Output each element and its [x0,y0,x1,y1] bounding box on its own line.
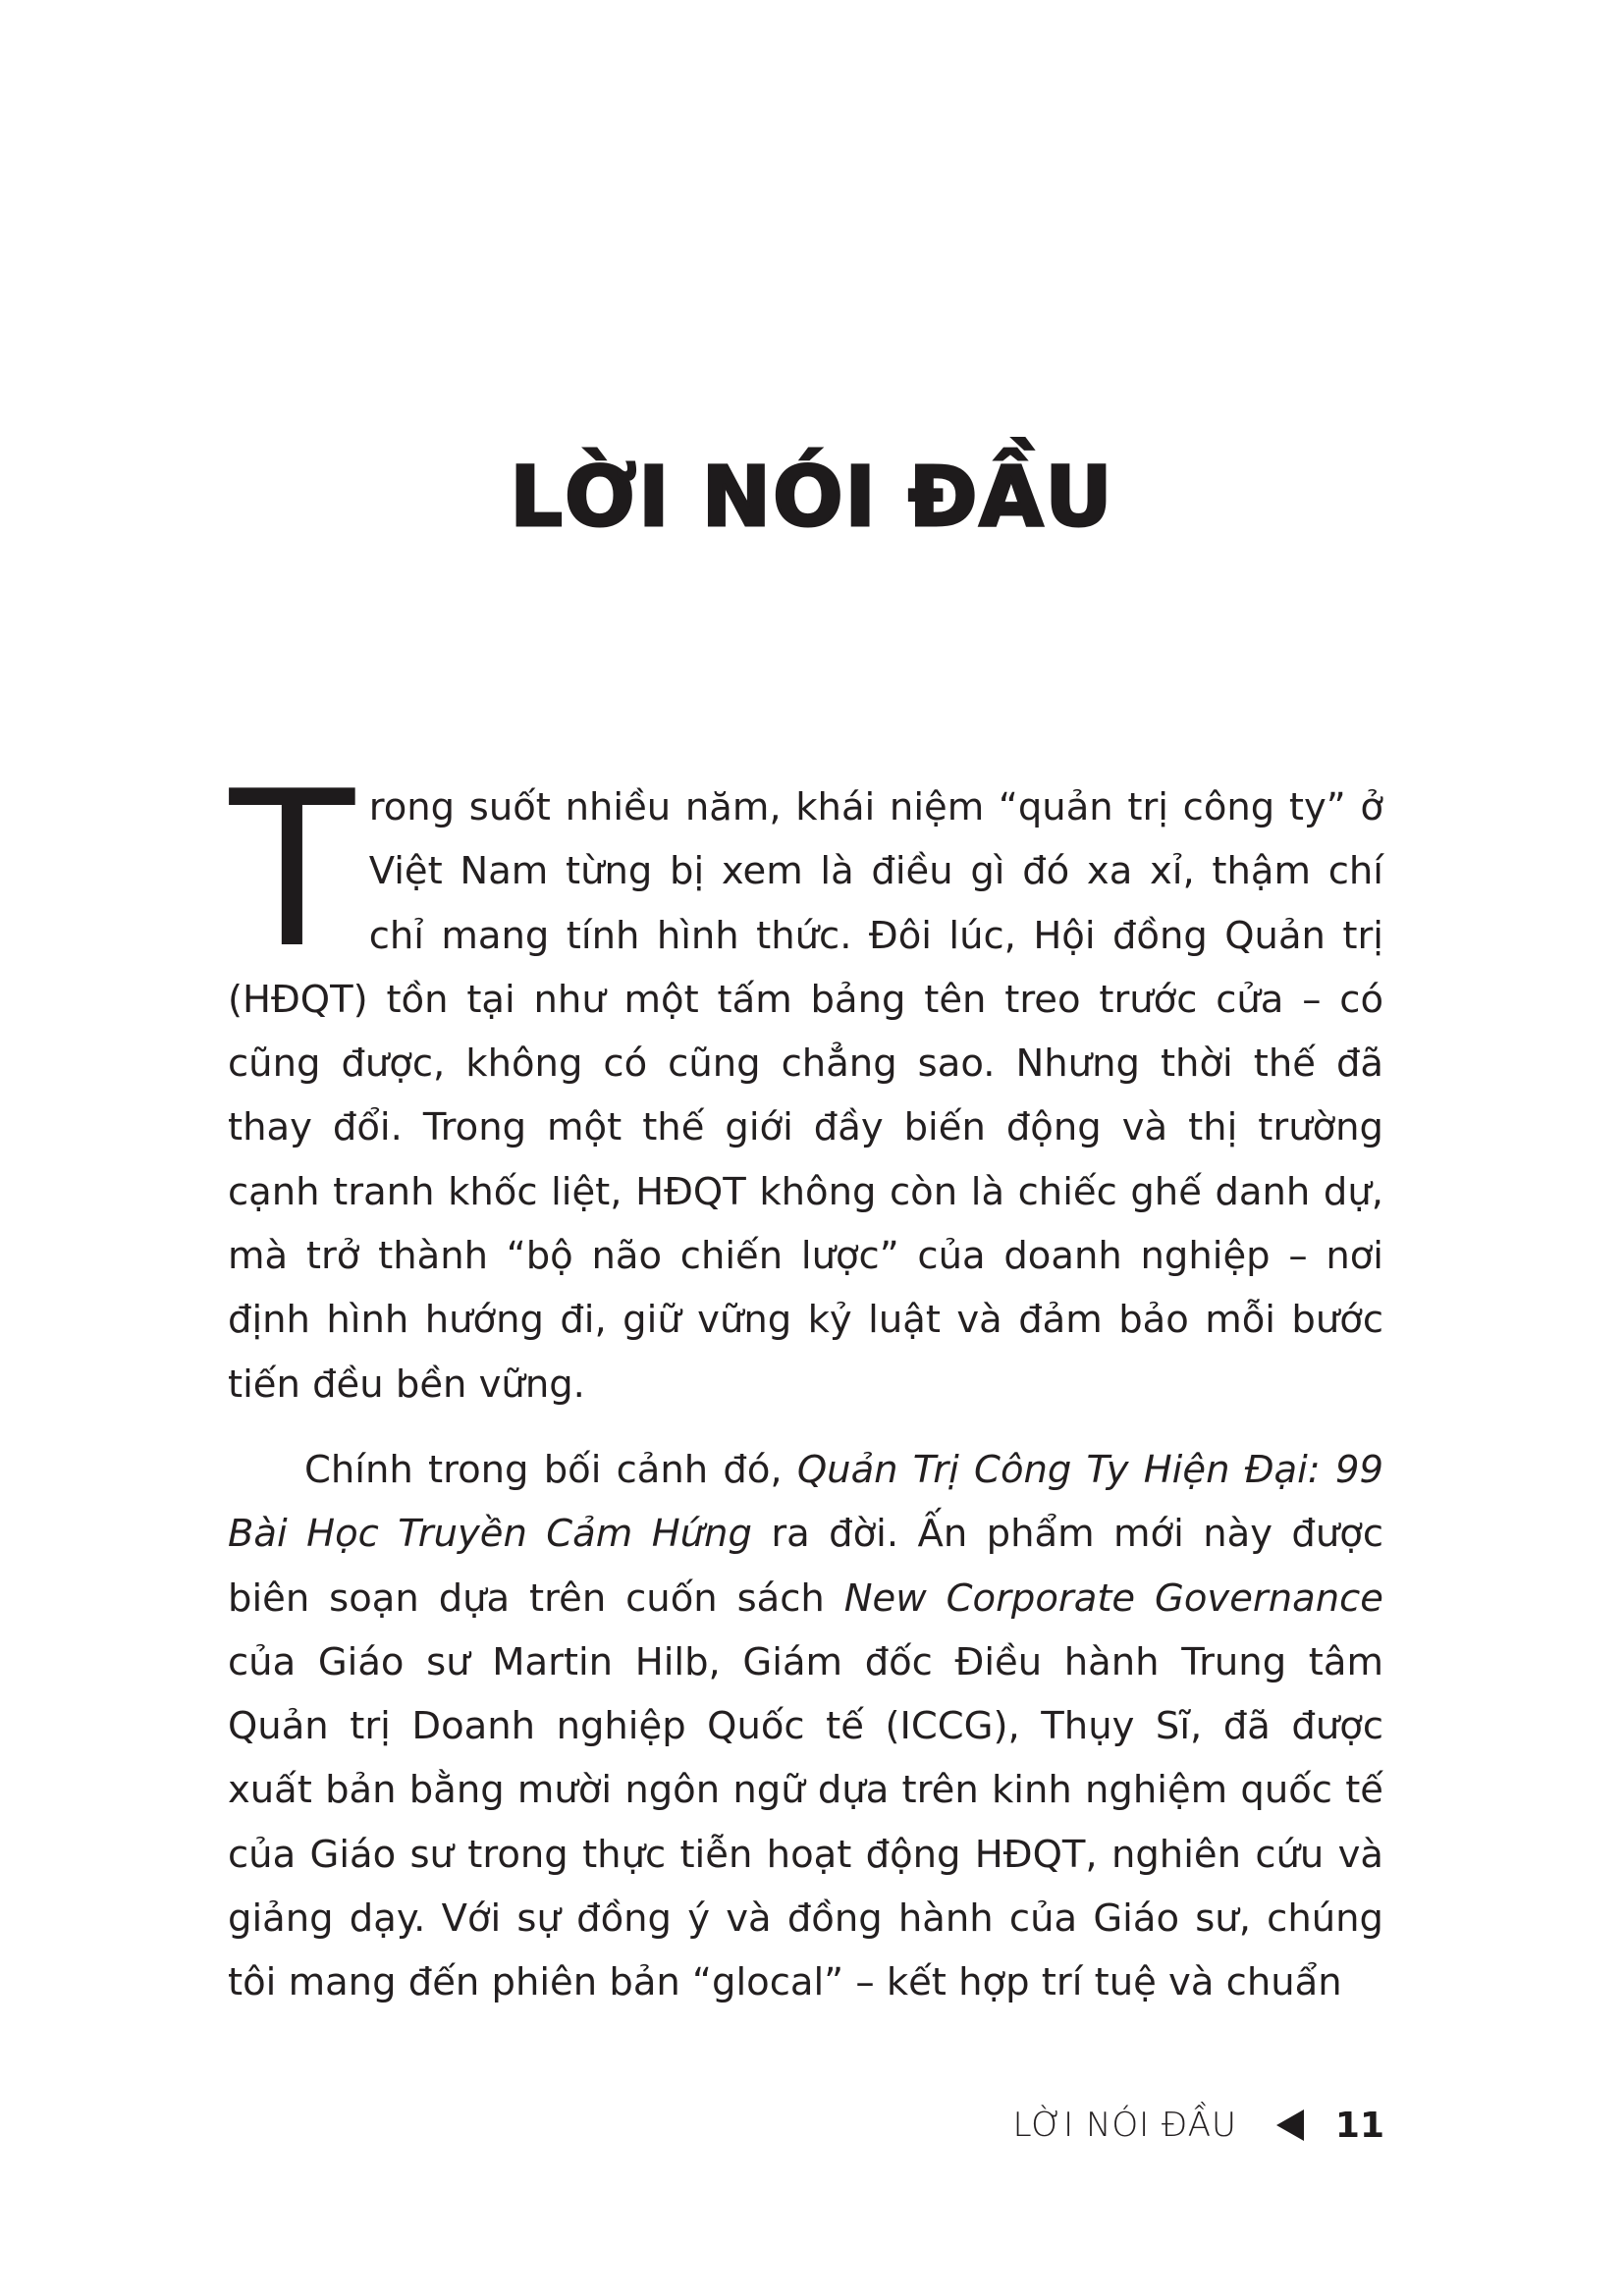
page-footer [1013,2101,1384,2150]
paragraph-2-intro: Chính trong bối cảnh đó, [304,1447,797,1492]
chapter-title: LỜI NÓI ĐẦU [510,449,1114,546]
book-title-english: New Corporate Governance [843,1575,1383,1621]
paragraph-2-mid: ra đời. Ấn phẩm mới này được biên soạn dựa trên cuốn sách [228,1512,1383,1621]
running-head: LỜI NÓI ĐẦU [1012,2106,1237,2145]
drop-cap: T [224,739,360,993]
paragraph-1 [224,739,1383,1416]
paragraph-2 [228,1438,1383,2015]
book-title-vietnamese: Quản Trị Công Ty Hiện Đại: 99 Bài Học Truyền Cảm Hứng [228,1447,1383,1557]
page-number: 11 [1334,2105,1384,2146]
paragraph-1-text: rong suốt nhiều năm, khái niệm “quản trị công ty” ở Việt Nam từng bị xem là điều gì đó xa xỉ, thậm chí chỉ mang tính hình thức. Đôi lúc, Hội đồng Quản trị (HĐQT) tồn tại như một tấm bảng tên treo trước cửa – có cũng được, không có cũng chẳng sao. Nhưng thời thế đã thay đổi. Trong một thế giới đầy biến động và thị trường cạnh tranh khốc liệt, HĐQT không còn là chiếc ghế danh dự, mà trở thành “bộ não chiến lược” của doanh nghiệp – nơi định hình hướng đi, giữ vững kỷ luật và đảm bảo mỗi bước tiến đều bền vững. [228,785,1383,1407]
paragraph-2-rest: của Giáo sư Martin Hilb, Giám đốc Điều hành Trung tâm Quản trị Doanh nghiệp Quốc tế (ICCG), Thụy Sĩ, đã được xuất bản bằng mười ngôn ngữ dựa trên kinh nghiệm quốc tế của Giáo sư trong thực tiễn hoạt động HĐQT, nghiên cứu và giảng dạy. Với sự đồng ý và đồng hành của Giáo sư, chúng tôi mang đến phiên bản “glocal” – kết hợp trí tuệ và chuẩn [228,1639,1383,2005]
body-text [224,739,1383,2015]
left-triangle-icon [1276,2109,1304,2141]
